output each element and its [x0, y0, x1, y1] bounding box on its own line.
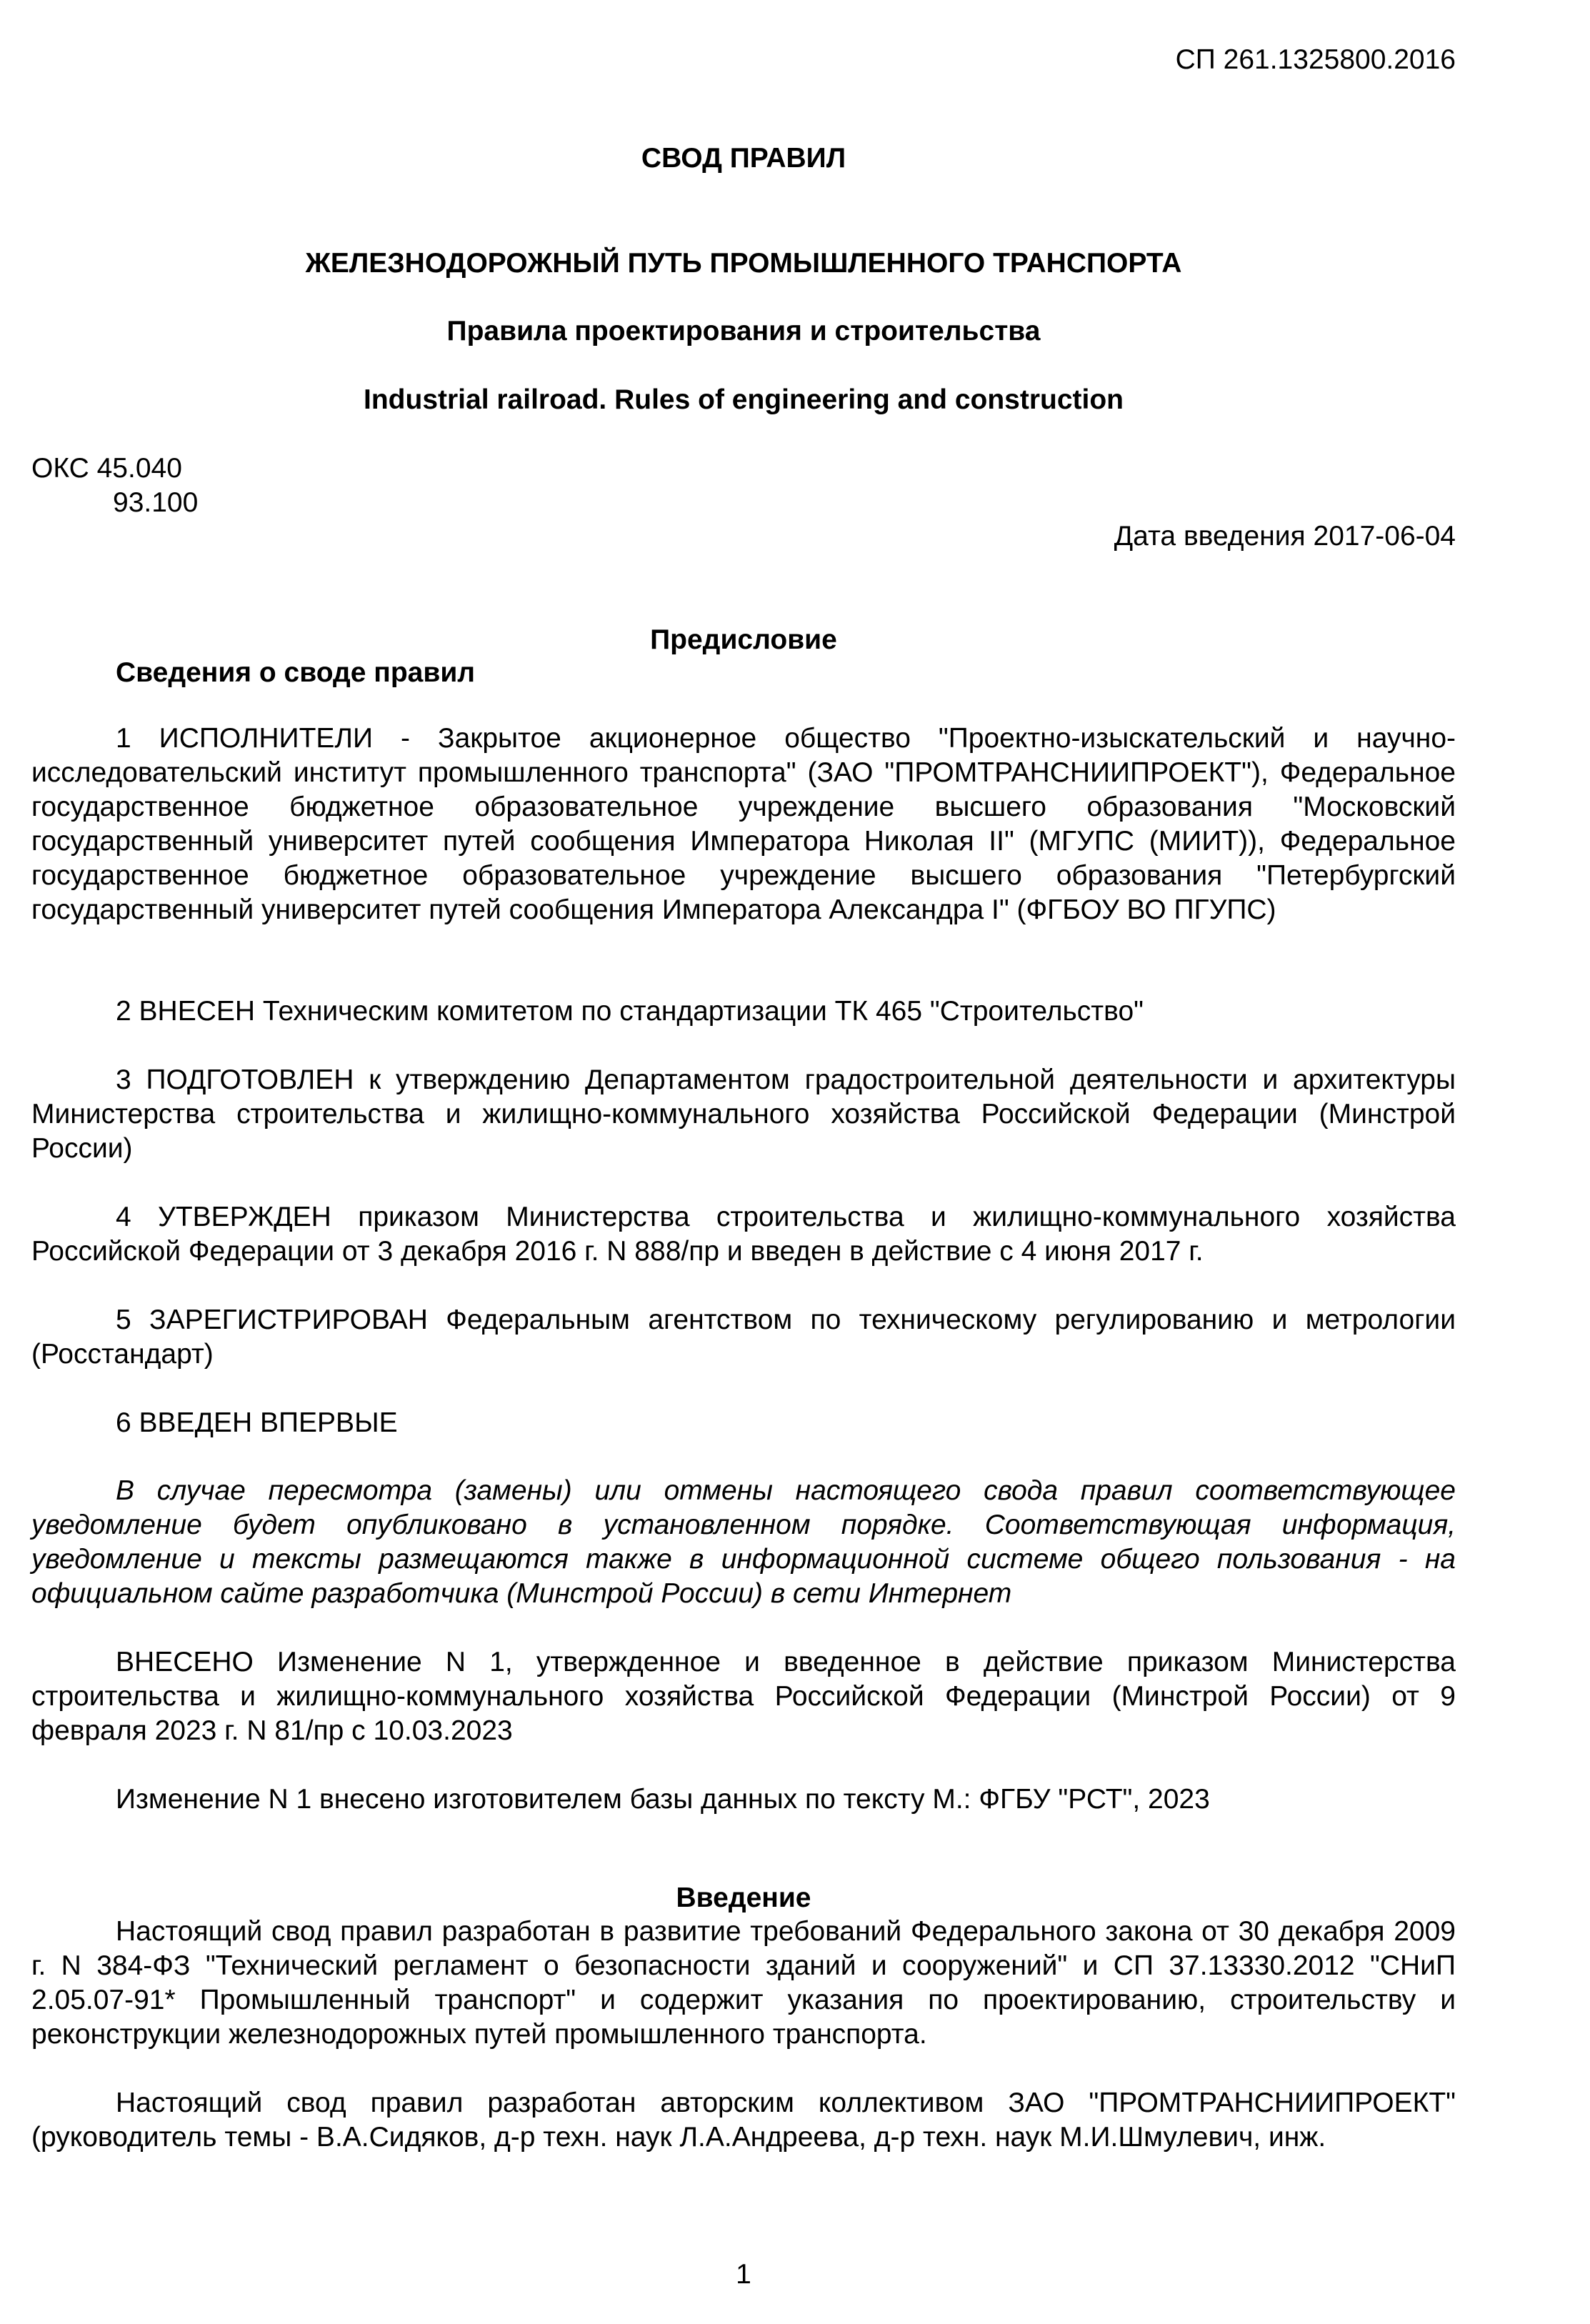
foreword-heading: Предисловие [650, 624, 837, 655]
paragraph-intro-2: Настоящий свод правил разработан авторским коллективом ЗАО "ПРОМТРАНСНИИПРОЕКТ" (руководитель темы - В.А.Сидяков, д-р техн. наук Л.А.Андреева, д-р техн. наук М.И.Шмулевич, инж. [31, 2088, 1456, 2153]
document-page [31, 0, 1456, 2324]
paragraph-submitted: 2 ВНЕСЕН Техническим комитетом по стандартизации ТК 465 "Строительство" [116, 996, 1144, 1027]
introduction-heading: Введение [676, 1882, 811, 1913]
oks-code-1: ОКС 45.040 [31, 453, 182, 484]
document-title: ЖЕЛЕЗНОДОРОЖНЫЙ ПУТЬ ПРОМЫШЛЕННОГО ТРАНСПОРТА [305, 248, 1182, 279]
introduction-date: Дата введения 2017-06-04 [1114, 521, 1456, 552]
paragraph-introduced: 6 ВВЕДЕН ВПЕРВЫЕ [116, 1407, 398, 1438]
paragraph-registered: 5 ЗАРЕГИСТРИРОВАН Федеральным агентством по техническому регулированию и метрологии (Росстандарт) [31, 1305, 1456, 1370]
foreword-subheading: Сведения о своде правил [116, 657, 476, 688]
document-subtitle: Правила проектирования и строительства [446, 316, 1041, 346]
paragraph-approved: 4 УТВЕРЖДЕН приказом Министерства строительства и жилищно-коммунального хозяйства Российской Федерации от 3 декабря 2016 г. N 888/пр и введен в действие с 4 июня 2017 г. [31, 1202, 1456, 1267]
paragraph-amendment-note: Изменение N 1 внесено изготовителем базы данных по тексту М.: ФГБУ "РСТ", 2023 [116, 1784, 1210, 1815]
paragraph-prepared: 3 ПОДГОТОВЛЕН к утверждению Департаментом градостроительной деятельности и архитектуры Министерства строительства и жилищно-коммунального хозяйства Российской Федерации (Минстрой России) [31, 1064, 1456, 1164]
title-svod: СВОД ПРАВИЛ [641, 143, 846, 174]
paragraph-revision-notice: В случае пересмотра (замены) или отмены настоящего свода правил соответствующее уведомление будет опубликовано в установленном порядке. Соответствующая информация, уведомление и тексты размещаются также в информационной системе общего пользования - на официальном сайте разработчика (Минстрой России) в сети Интернет [31, 1475, 1456, 1609]
english-title: Industrial railroad. Rules of engineering and construction [364, 384, 1124, 415]
paragraph-executors: 1 ИСПОЛНИТЕЛИ - Закрытое акционерное общество "Проектно-изыскательский и научно-исследовательский институт промышленного транспорта" (ЗАО "ПРОМТРАНСНИИПРОЕКТ"), Федеральное государственное бюджетное образовательное учреждение высшего образования "Московский государственный университет путей сообщения Императора Николая II" (МГУПС (МИИТ)), Федеральное государственное бюджетное образовательное учреждение высшего образования "Петербургский государственный университет путей сообщения Императора Александра I" (ФГБОУ ВО ПГУПС) [31, 723, 1456, 925]
paragraph-intro-1: Настоящий свод правил разработан в развитие требований Федерального закона от 30 декабря 2009 г. N 384-ФЗ "Технический регламент о безопасности зданий и сооружений" и СП 37.13330.2012 "СНиП 2.05.07-91* Промышленный транспорт" и содержит указания по проектированию, строительству и реконструкции железнодорожных путей промышленного транспорта. [31, 1916, 1456, 2050]
paragraph-amendment: ВНЕСЕНО Изменение N 1, утвержденное и введенное в действие приказом Министерства строительства и жилищно-коммунального хозяйства Российской Федерации (Минстрой России) от 9 февраля 2023 г. N 81/пр с 10.03.2023 [31, 1647, 1456, 1746]
oks-code-2: 93.100 [113, 487, 199, 518]
page-number: 1 [736, 2259, 751, 2290]
document-code: СП 261.1325800.2016 [1175, 44, 1456, 75]
